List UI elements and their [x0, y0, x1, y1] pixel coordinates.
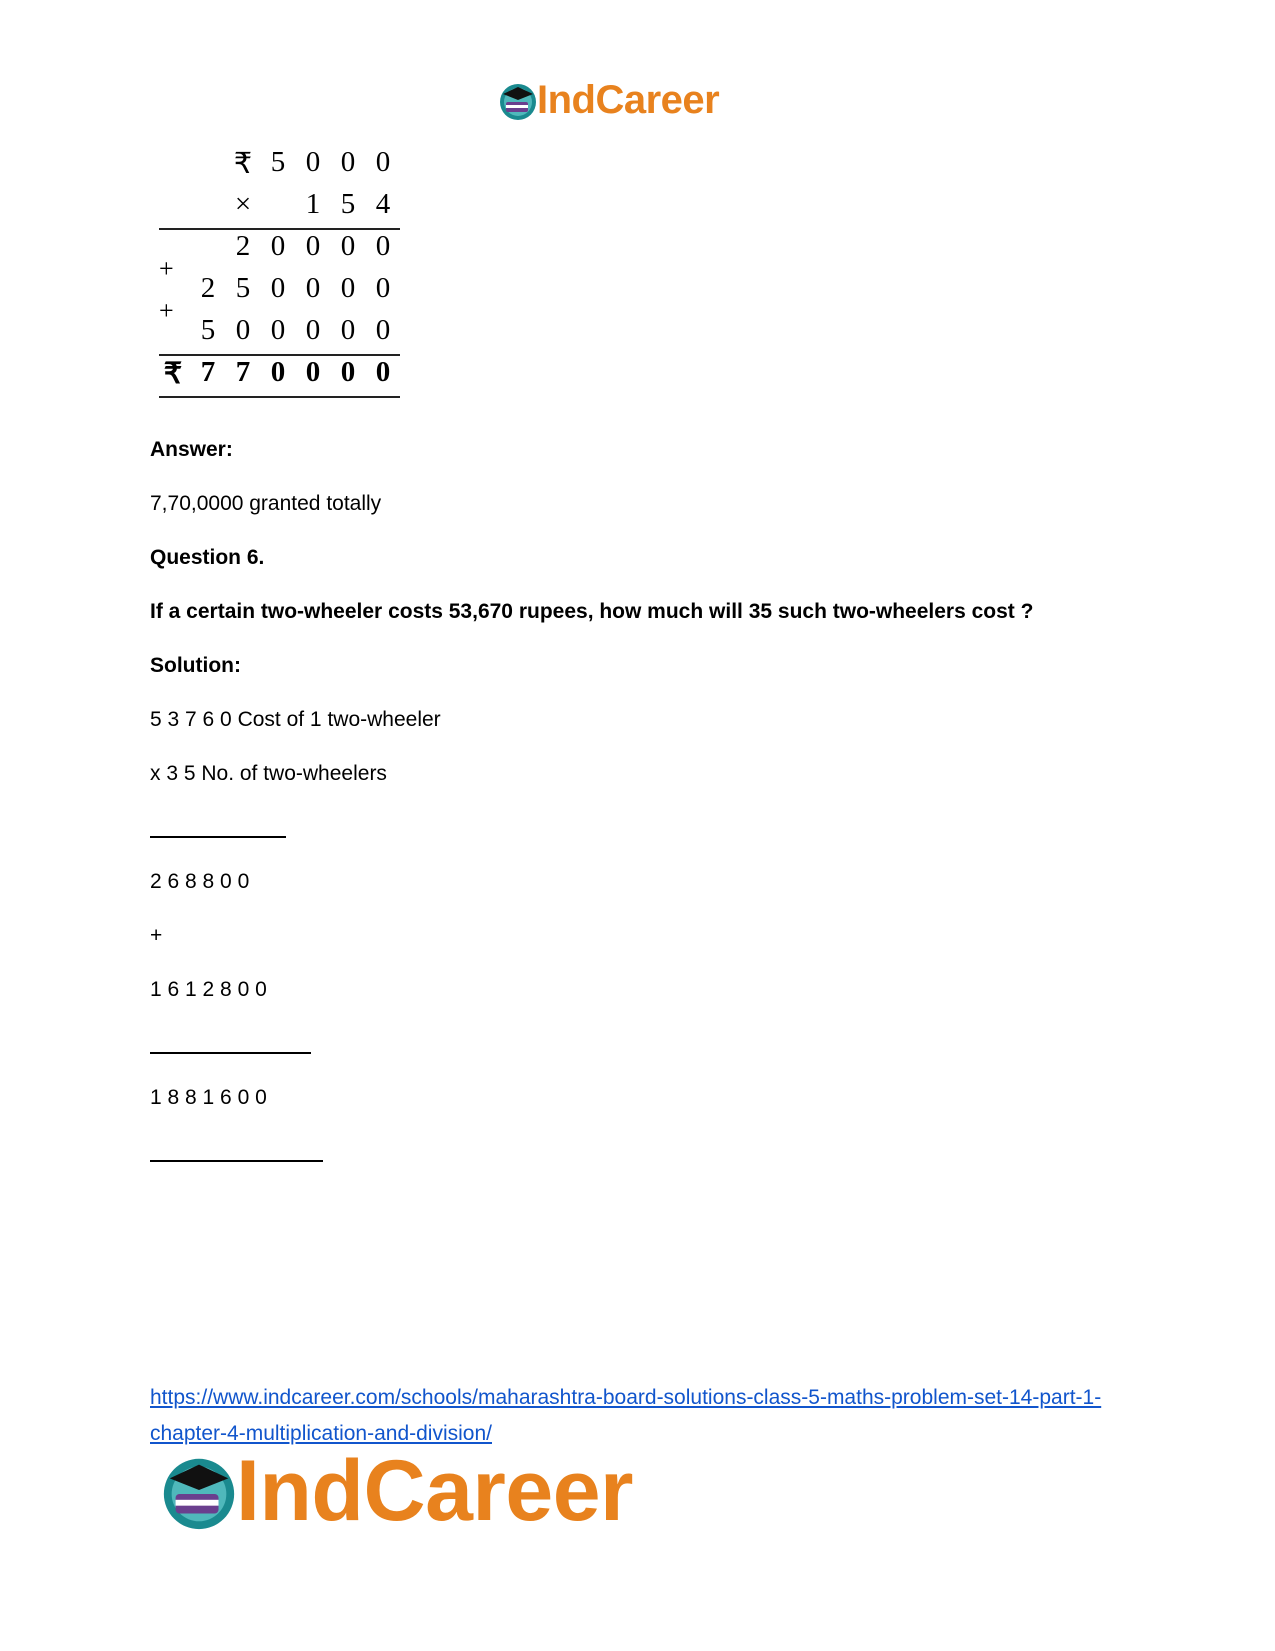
figure-digit: 1	[305, 188, 321, 220]
figure-digit: 5	[235, 272, 251, 304]
figure-digit: 4	[375, 188, 391, 220]
figure-digit: 0	[340, 146, 356, 178]
figure-digit: 0	[375, 272, 391, 304]
figure-digit: 0	[305, 146, 321, 178]
figure-digit: 0	[375, 314, 391, 346]
figure-digit: 0	[270, 314, 286, 346]
figure-digit: 7	[235, 356, 251, 388]
answer-text: 7,70,0000 granted totally	[150, 492, 382, 515]
figure-digit: 0	[375, 230, 391, 262]
globe-graduate-icon	[158, 1451, 240, 1533]
header-logo	[497, 78, 719, 123]
figure-digit: 0	[375, 146, 391, 178]
footer-logo-text: IndCareer	[236, 1443, 633, 1539]
figure-plus-2: +	[159, 296, 174, 325]
figure-digit: ₹	[233, 148, 253, 180]
header-logo-text: IndCareer	[537, 78, 720, 122]
figure-row-4	[155, 272, 400, 308]
figure-row-2	[155, 188, 400, 224]
figure-digit: 0	[305, 272, 321, 304]
solution-label: Solution:	[150, 654, 241, 677]
figure-digit: 5	[270, 146, 286, 178]
figure-digit: 0	[375, 356, 391, 388]
figure-rule	[159, 396, 400, 398]
figure-digit: 0	[305, 356, 321, 388]
solution-line-6: 1 8 8 1 6 0 0	[150, 1086, 267, 1109]
figure-digit: 0	[340, 314, 356, 346]
solution-line-4: +	[150, 924, 163, 947]
figure-row-3	[155, 230, 400, 266]
figure-digit: 5	[200, 314, 216, 346]
answer-label: Answer:	[150, 438, 233, 461]
figure-row-5	[155, 314, 400, 350]
multiplication-figure	[155, 146, 405, 408]
solution-line-2: x 3 5 No. of two-wheelers	[150, 762, 387, 785]
figure-digit: 0	[270, 230, 286, 262]
figure-row-1	[155, 146, 400, 182]
figure-digit: 0	[235, 314, 251, 346]
figure-digit: 7	[200, 356, 216, 388]
footer-logo	[158, 1442, 633, 1541]
figure-digit: 0	[270, 356, 286, 388]
figure-digit: 2	[235, 230, 251, 262]
figure-digit: 0	[305, 314, 321, 346]
figure-digit: 0	[305, 230, 321, 262]
solution-rule	[150, 1052, 311, 1054]
source-link[interactable]: https://www.indcareer.com/schools/maharashtra-board-solutions-class-5-maths-problem-set-14-part-1-chapter-4-multiplication-and-division/	[150, 1386, 1102, 1445]
question-label: Question 6.	[150, 546, 265, 569]
solution-line-3: 2 6 8 8 0 0	[150, 870, 250, 893]
figure-digit: 0	[340, 272, 356, 304]
figure-digit: ₹	[163, 358, 183, 390]
figure-digit: 0	[340, 356, 356, 388]
solution-line-1: 5 3 7 6 0 Cost of 1 two-wheeler	[150, 708, 441, 731]
figure-digit: ×	[234, 188, 252, 220]
figure-digit: 0	[340, 230, 356, 262]
figure-row-total	[155, 356, 400, 392]
figure-plus-1: +	[159, 254, 174, 283]
figure-digit: 5	[340, 188, 356, 220]
solution-rule	[150, 1160, 323, 1162]
solution-rule	[150, 836, 286, 838]
figure-digit: 0	[270, 272, 286, 304]
globe-graduate-icon	[497, 80, 539, 122]
figure-digit: 2	[200, 272, 216, 304]
solution-line-5: 1 6 1 2 8 0 0	[150, 978, 267, 1001]
question-text: If a certain two-wheeler costs 53,670 rupees, how much will 35 such two-wheelers cost ?	[150, 600, 1034, 623]
